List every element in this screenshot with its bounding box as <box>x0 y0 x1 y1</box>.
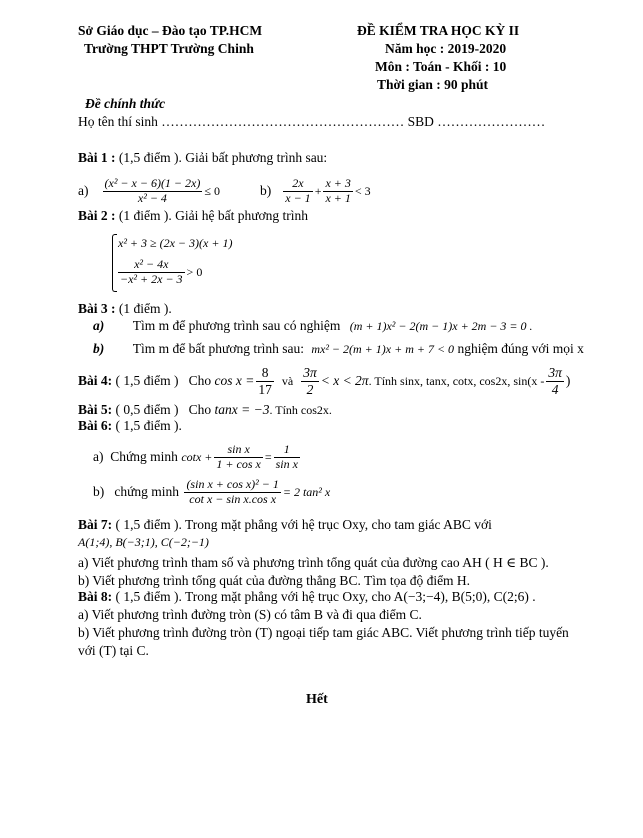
bai1-part-a: a) $\frac{\text{(x² − x − 6)(1 − 2x)}}{\text{x² − 4}}$ ≤ 0 <box>78 175 220 205</box>
bai6-heading: Bài 6: ( 1,5 điểm ). <box>78 418 182 433</box>
duration: Thời gian : 90 phút <box>377 77 489 92</box>
school-name: Trường THPT Trường Chinh <box>84 41 254 56</box>
bai2-inequality-1: x² + 3 ≥ (2x − 3)(x + 1) <box>118 236 233 250</box>
student-info-line: Họ tên thí sinh ……………………………………………… SBD …………………… <box>78 114 546 129</box>
school-year: Năm học : 2019-2020 <box>385 41 507 56</box>
exam-title: ĐỀ KIỂM TRA HỌC KỲ II <box>357 23 520 38</box>
school-department: Sở Giáo dục – Đào tạo TP.HCM <box>78 23 263 38</box>
bai8-part-b-line1: b) Viết phương trình đường tròn (T) ngoại tiếp tam giác ABC. Viết phương trình tiếp tuyến <box>78 625 569 640</box>
bai4-line: Bài 4: ( 1,5 điểm ) Cho cos x = $\frac{8}{17}$ và $\frac{3\pi}{2}$ < x < 2π . Tính sinx, tanx, cotx, cos2x, sin(x - $\frac{3\pi}{4}$ ) <box>78 364 571 397</box>
bai2-inequality-2: $\frac{\text{x² − 4x}}{\text{−x² + 2x − 3}}$ > 0 <box>120 257 203 286</box>
bai3-part-a: a) Tìm m để phương trình sau có nghiệm (m + 1)x² − 2(m − 1)x + 2m − 3 = 0 . <box>93 318 533 333</box>
bai1-heading: Bài 1 : (1,5 điểm ). Giải bất phương trình sau: <box>78 150 328 165</box>
bai2-heading: Bài 2 : (1 điểm ). Giải hệ bất phương trình <box>78 208 309 223</box>
bai8-heading: Bài 8: ( 1,5 điểm ). Trong mặt phẳng với hệ trục Oxy, cho A(−3;−4), B(5;0), C(2;6) . <box>78 589 536 604</box>
bai6-part-b: b) chứng minh $\frac{\text{(sin x + cos x)² − 1}}{\text{cot x − sin x.cos x}}$ = 2 tan² x <box>93 476 331 506</box>
bai6-part-a: a) Chứng minh cotx + $\frac{\text{sin x}}{\text{1 + cos x}}$ = $\frac{1}{\text{sin x}}$ <box>93 441 298 471</box>
bai5-line: Bài 5: ( 0,5 điểm ) Cho tanx = −3. Tính cos2x. <box>78 402 332 417</box>
bai3-heading: Bài 3 : (1 điểm ). <box>78 301 172 316</box>
subject-grade: Môn : Toán - Khối : 10 <box>375 59 507 74</box>
bai8-part-b-line2: với (T) tại C. <box>78 643 149 658</box>
bai8-part-a: a) Viết phương trình đường tròn (S) có tâm B và đi qua điểm C. <box>78 607 422 622</box>
bai3-part-b: b) Tìm m để bất phương trình sau: mx² − 2(m + 1)x + m + 7 < 0 nghiệm đúng với mọi x <box>93 341 584 356</box>
bai1-part-b: b) $\frac{2x}{x - 1}$ + $\frac{x + 3}{x + 1}$ < 3 <box>260 175 371 205</box>
bai1-a-fraction: $\frac{\text{(x² − x − 6)(1 − 2x)}}{\text{x² − 4}}$ <box>104 175 201 205</box>
end-label: Hết <box>306 692 328 707</box>
bai7-part-b: b) Viết phương trình tổng quát của đường thẳng BC. Tìm tọa độ điểm H. <box>78 573 471 588</box>
official-label: Đề chính thức <box>85 96 166 111</box>
bai7-part-a: a) Viết phương trình tham số và phương trình tổng quát của đường cao AH ( H ∈ BC ). <box>78 555 549 570</box>
bai7-heading: Bài 7: ( 1,5 điểm ). Trong mặt phẳng với hệ trục Oxy, cho tam giác ABC với <box>78 517 492 532</box>
bai7-points: A(1;4), B(−3;1), C(−2;−1) <box>78 535 209 549</box>
